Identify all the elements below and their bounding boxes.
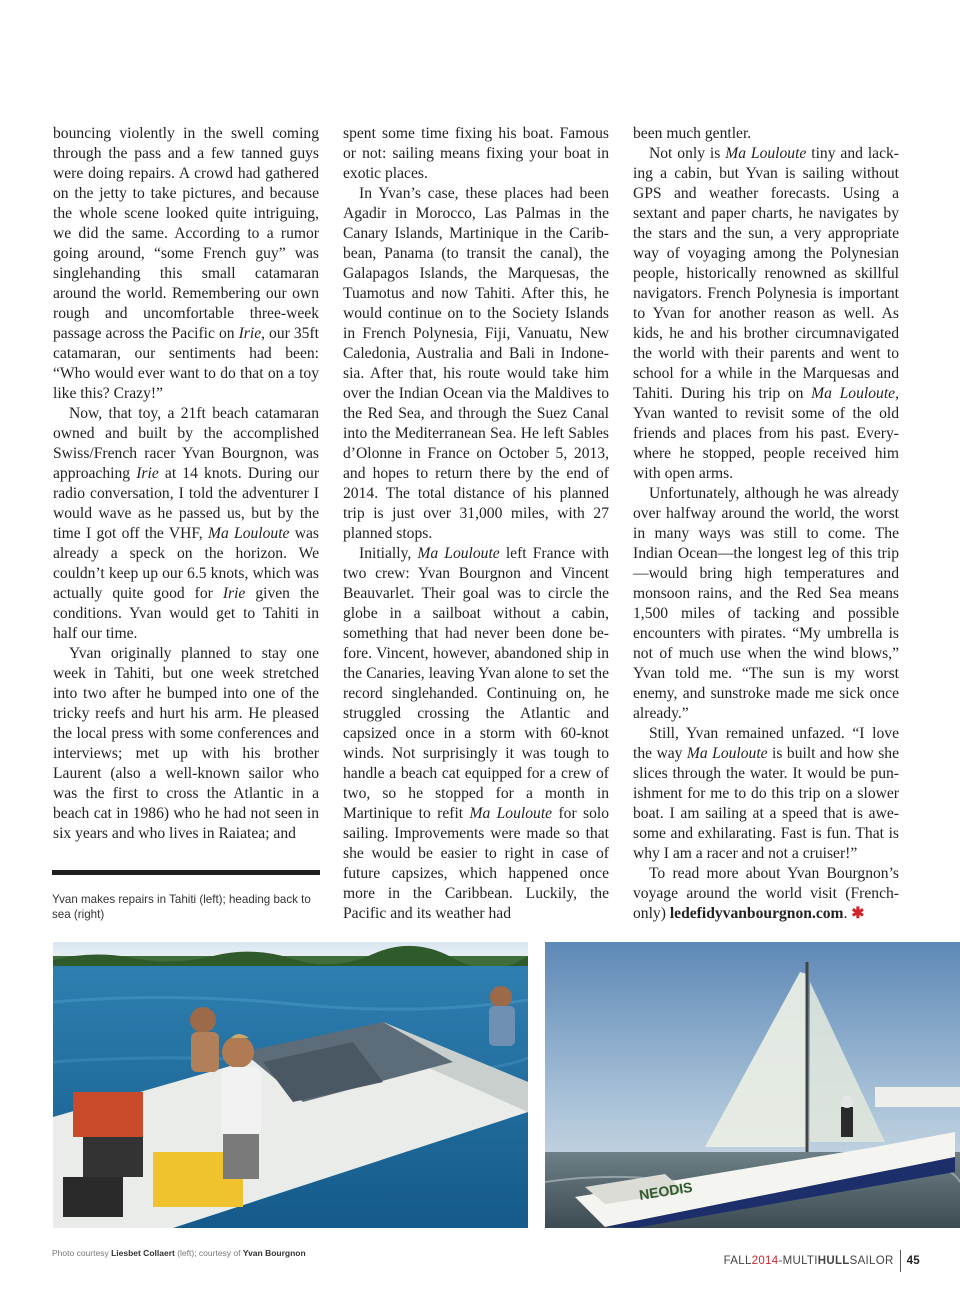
photo-caption: Yvan makes repairs in Tahiti (left); heading back to sea (right) [52,893,311,921]
photo-heading-to-sea [545,942,960,1228]
article-column-1 [53,124,319,844]
photo-repairs-tahiti [53,942,528,1228]
paragraph: Initially, Ma Louloute left France with two crew: Yvan Bourgnon and Vincent Beauvarlet. Their goal was to circle the globe in a sailboat without a cabin, something that had never been done before. Vincent, however, abandoned ship in the Canaries, leaving Yvan alone to set the record singlehanded. Continuing on, he struggled crossing the Atlantic and capsized once in a storm with 60-knot winds. Not surprisingly it was tough to handle a beach cat equipped for a crew of two, so he stopped for a month in Martinique to refit Ma Louloute for solo sailing. Improvements were made so that she would be easier to right in case of future capsizes, which happened once more in the Caribbean. Luckily, the Pacific and its weather had [343,545,610,922]
paragraph: Not only is Ma Louloute tiny and lacking a cabin, but Yvan is sailing without GPS and weather forecasts. Using a sextant and paper charts, he navigates by the stars and the sun, a very appropriate way of voyaging among the Polynesian people, historically renowned as skillful navigators. French Polynesia is important to Yvan for another reason as well. As kids, he and his brother circumnavigated the world with their parents and went to school for a while in the Marquesas and Tahiti. During his trip on Ma Louloute, Yvan wanted to revisit some of the old friends and places from his past. Everywhere he stopped, people received him with open arms. [633,145,899,482]
photo-catamaran-illustration [545,942,960,1228]
caption-rule [52,870,320,875]
paragraph: Now, that toy, a 21ft beach catamaran owned and built by the accomplished Swiss/French racer Yvan Bourgnon, was approaching Irie at 14 knots. During our radio conversation, I told the adventurer I would wave as he passed us, but by the time I got off the VHF, Ma Louloute was already a speck on the horizon. We couldn’t keep up our 6.5 knots, which was actually quite good for Irie given the conditions. Yvan would get to Tahiti in half our time. [53,405,320,642]
paragraph: been much gentler. [633,125,752,142]
paragraph: bouncing violently in the swell coming through the pass and a few tanned guys were doing repairs. A crowd had gathered on the jetty to take pictures, and because the whole scene looked quite intriguing, we did the same. According to a rumor going around, “some French guy” was singlehanding this small catamaran around the world. Remembering our own rough and uncomfortable three-week passage across the Pacific on Irie, our 35ft catamaran, our sentiments had been: “Who would ever want to do that on a toy like this? Crazy!” [53,125,319,402]
paragraph: To read more about Yvan Bourgnon’s voyage around the world visit (French-only) ledefidyvanbourgnon.com. ✱ [633,865,899,922]
page-footer: FALL 2014 - MULTI HULL SAILOR 45 [724,1250,920,1272]
article-column-2 [343,124,609,924]
paragraph: In Yvan’s case, these places had been Agadir in Morocco, Las Palmas in the Canary Islands, Martinique in the Caribbean, Panama (to transit the canal), the Galapagos Islands, the Marquesas, the Tuamotus and now Tahiti. After this, he would continue on to the Society Islands in French Polynesia, Fiji, Vanuatu, New Caledonia, Australia and Bali in Indonesia. After that, his route would take him over the Indian Ocean via the Maldives to the Red Sea, and through the Suez Canal into the Mediterranean Sea. He left Sables d’Olonne in France on October 5, 2013, and hopes to return there by the end of 2014. The total distance of his planned trip is just over 31,000 miles, with 27 planned stops. [343,185,609,542]
article-column-3 [633,124,899,924]
paragraph: Still, Yvan remained unfazed. “I love the way Ma Louloute is built and how she slices through the water. It would be punishment for me to do this trip on a slower boat. I am sailing at a speed that is awesome and exhilarating. Fast is fun. That is why I am a racer and not a cruiser!” [633,725,899,862]
end-mark-icon: ✱ [851,905,865,922]
website-link[interactable]: ledefidyvanbourgnon.com [669,905,844,922]
page-number: 45 [906,1255,920,1267]
paragraph: Unfortunately, although he was already over halfway around the world, the worst in many ways was still to come. The Indian Ocean—the longest leg of this trip—would bring high temperatures and monsoon rains, and the Red Sea means 1,500 miles of tacking and possible encounters with pirates. “My umbrella is not of much use when the wind blows,” Yvan told me. “The sun is my worst enemy, and sunstroke made me sick once already.” [633,485,899,722]
paragraph: Yvan originally planned to stay one week in Tahiti, but one week stretched into two after he bumped into one of the tricky reefs and hurt his arm. He pleased the local press with some conferences and interviews; met up with his brother Laurent (also a well-known sailor who was the first to cross the Atlantic in a beach cat in 1986) who he had not seen in six years and who lives in Raiatea; and [53,645,319,842]
photo-credit: Photo courtesy Liesbet Collaert (left); courtesy of Yvan Bourgnon [52,1248,306,1258]
footer-divider [900,1250,901,1272]
boat-sponsor-label: NEODIS [637,1178,694,1203]
photo-repairs-illustration [53,942,528,1228]
paragraph: spent some time fixing his boat. Famous or not: sailing means fixing your boat in exotic places. [343,125,609,182]
